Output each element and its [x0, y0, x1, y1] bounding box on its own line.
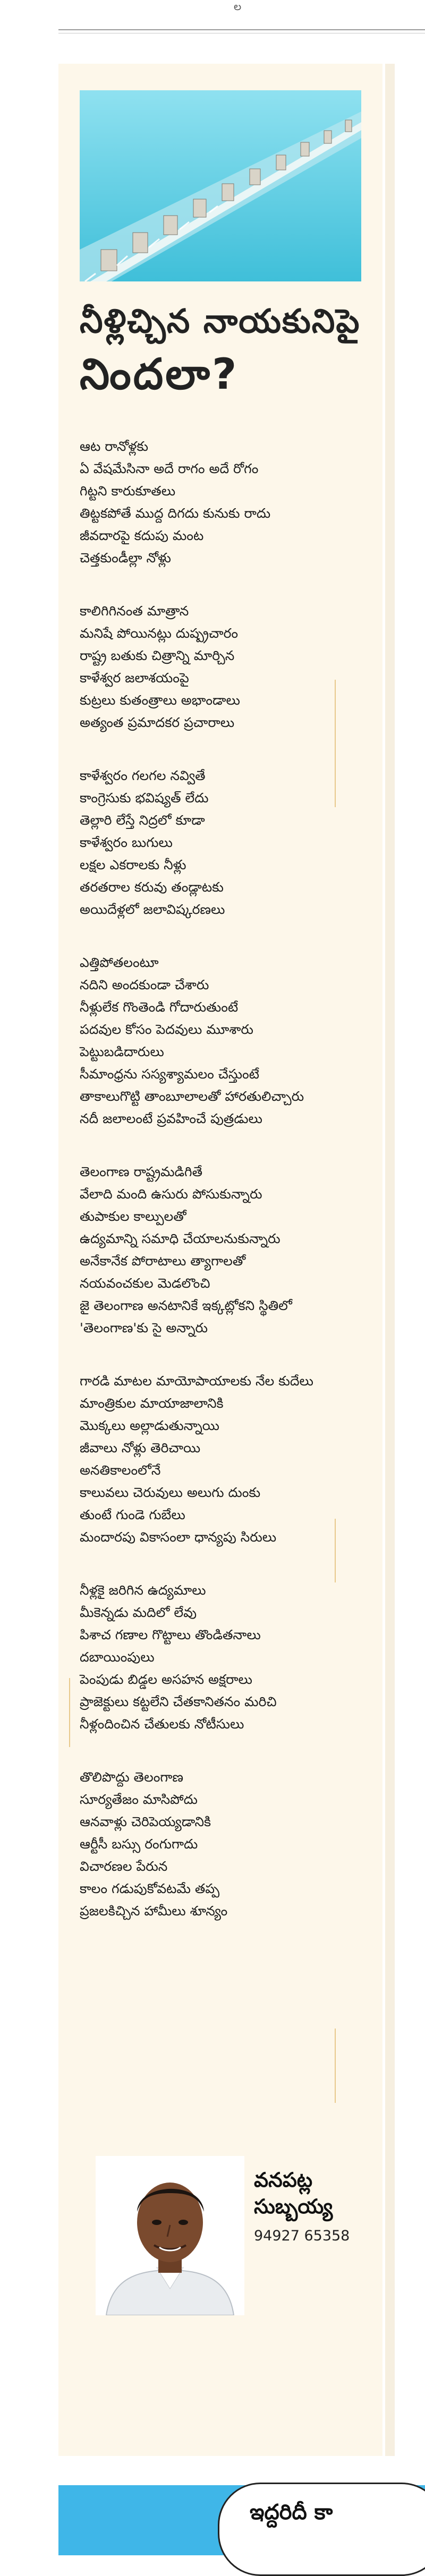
poem-line: కాలిగిగినంత మాత్రాన — [80, 603, 189, 619]
poem-line: ఆట రానోళ్లకు — [80, 439, 149, 454]
stanza-1 — [80, 435, 377, 569]
poem-line: ఏ వేషమేసినా అదే రాగం అదే రోగం — [80, 461, 259, 476]
poem-line: నీళ్లులేక గొంతెండి గోదారుతుంటే — [80, 999, 239, 1015]
decorative-rule — [335, 1519, 336, 1582]
poem-line: కాలం గడుపుకోవటమే తప్ప — [80, 1881, 220, 1896]
poem-line: కాంగ్రెసుకు భవిష్యత్ లేదు — [80, 790, 209, 806]
poem-line: లక్షల ఎకరాలకు నీళ్లు — [80, 857, 186, 872]
previous-article-fragment: ల — [234, 0, 242, 13]
stanza-8 — [80, 1766, 377, 1922]
decorative-rule — [335, 680, 336, 807]
dam-illustration — [80, 90, 361, 281]
poem-line: ఎత్తిపోతలంటూ — [80, 955, 159, 970]
poem-line: తుంటే గుండె గుబేలు — [80, 1507, 185, 1522]
article-panel — [58, 64, 382, 2456]
poem-line: అనతికాలంలోనే — [80, 1462, 161, 1478]
poem-line: కాళేశ్వరం బుగులు — [80, 835, 173, 850]
poem-line: సూర్యతేజం మాసిపోదు — [80, 1792, 198, 1807]
poem-line: దబాయింపులు — [80, 1649, 155, 1665]
author-phone: 94927 65358 — [254, 2228, 350, 2244]
decorative-rule — [335, 2029, 336, 2103]
poem-line: అనేకానేక పోరాటాలు త్యాగాలతో — [80, 1253, 246, 1269]
top-rule — [58, 29, 425, 30]
author-photo — [96, 2156, 244, 2315]
poem-line: అత్యంత ప్రమాదకర ప్రచారాలు — [80, 715, 235, 730]
poem-line: తిట్టకపోతే ముద్ద దిగదు కునుకు రాదు — [80, 506, 271, 521]
poem-line: తాకాలుగొట్టి తాంబూలాలతో హారతులిచ్చారు — [80, 1089, 304, 1104]
headline-line-2: నిందలా? — [80, 349, 239, 399]
poem-line: పెంపుడు బిడ్డల అసహన అక్షరాలు — [80, 1672, 252, 1687]
poem-line: ఆనవాళ్లు చెరిపెయ్యడానికి — [80, 1814, 211, 1829]
poem-line: చెత్తకుండీల్లా నోళ్లు — [80, 550, 171, 566]
author-name-line-2: సుబ్బయ్య — [254, 2195, 333, 2218]
author-portrait — [96, 2156, 244, 2315]
poem-line: కాళేశ్వరం గలగల నవ్వితే — [80, 768, 206, 783]
poem-line: వేలాది మంది ఉసురు పోసుకున్నారు — [80, 1186, 262, 1202]
poem-line: తెల్లారి లేస్తే నిద్రలో కూడా — [80, 812, 205, 828]
stanza-4 — [80, 952, 377, 1130]
poem-line: పదవుల కోసం పెదవులు మూశారు — [80, 1022, 253, 1037]
poem-line: నయవంచకుల మెడలొంచి — [80, 1276, 210, 1291]
dam-photo — [80, 90, 361, 281]
poem-line: తెలంగాణ రాష్ట్రమడిగితే — [80, 1164, 203, 1179]
poem-line: నదిని అందకుండా చేశారు — [80, 977, 209, 992]
author-name — [254, 2167, 333, 2220]
poem-line: 'తెలంగాణ'కు సై అన్నారు — [80, 1320, 208, 1336]
poem-line: నీళ్లందించిన చేతులకు నోటీసులు — [80, 1716, 244, 1732]
poem-line: జై తెలంగాణ అనటానికే ఇక్కట్లోకని స్థితిలో — [80, 1298, 292, 1313]
poem-line: నీళ్లకై జరిగిన ఉద్యమాలు — [80, 1582, 206, 1598]
headline — [80, 297, 377, 404]
poem-line: నదీ జలాలంటే ప్రవహించే పుత్రడులు — [80, 1111, 262, 1126]
poem-line: గారడి మాటల మాయోపాయాలకు నేల కుదేలు — [80, 1373, 313, 1389]
stanza-5 — [80, 1161, 377, 1339]
poem-line: మొక్కలు అల్లాడుతున్నాయి — [80, 1418, 219, 1433]
poem-line: ఉద్యమాన్ని సమాధి చేయాలనుకున్నారు — [80, 1231, 280, 1246]
poem-line: ఆర్టీసీ బస్సు రంగుగాదు — [80, 1836, 198, 1852]
poem-line: మాంత్రికుల మాయాజాలానికి — [80, 1396, 224, 1411]
poem-line: గిట్టని కారుకూతలు — [80, 483, 176, 499]
stanza-7 — [80, 1579, 377, 1735]
decorative-rule — [69, 1678, 70, 1747]
poem-line: కుట్రలు కుతంత్రాలు అభాండాలు — [80, 692, 240, 708]
poem-line: మనిషే పోయినట్లు దుష్ప్రచారం — [80, 626, 239, 641]
poem-line: ప్రాజెక్టులు కట్టలేని చేతకానితనం మరిచి — [80, 1694, 277, 1709]
poem-line: పెట్టుబడిదారులు — [80, 1044, 164, 1059]
poem-line: తొలిపొద్దు తెలంగాణ — [80, 1769, 184, 1785]
author-name-line-1: వనపట్ల — [254, 2168, 313, 2192]
poem-line: తరతరాల కరువు తండ్లాటకు — [80, 879, 224, 895]
poem-line: జీవాలు నోళ్లు తెరిచాయి — [80, 1440, 201, 1456]
poem-line: సీమాంధ్రను సస్యశ్యామలం చేస్తుంటే — [80, 1066, 259, 1082]
poem-line: జీవదారపై కదుపు మంట — [80, 528, 204, 543]
poem-line: విచారణల పేరున — [80, 1859, 168, 1874]
stanza-6 — [80, 1370, 377, 1548]
speech-bubble-text: ఇద్దరిదీ కా — [250, 2500, 333, 2524]
poem-line: అయిదేళ్లలో జలావిష్కరణలు — [80, 902, 225, 917]
poem-line: మీకెన్నడు మదిలో లేవు — [80, 1605, 197, 1620]
poem-line: రాష్ట్ర బతుకు చిత్రాన్ని మార్చిన — [80, 648, 235, 663]
poem-line: తుపాకుల కాల్పులతో — [80, 1209, 186, 1224]
poem-line: కాలువలు చెరువులు అలుగు దుంకు — [80, 1485, 261, 1500]
headline-line-1: నీళ్లిచ్చిన నాయకునిపై — [80, 302, 361, 340]
side-margin — [385, 64, 395, 2456]
poem-line: మందారపు వికాసంలా ధాన్యపు సిరులు — [80, 1529, 277, 1545]
poem-line: ప్రజలకిచ్చిన హామీలు శూన్యం — [80, 1903, 228, 1919]
poem — [80, 435, 377, 1953]
stanza-3 — [80, 765, 377, 921]
poem-line: పిశాచ గణాల గొట్టాలు తొండితనాలు — [80, 1627, 261, 1642]
stanza-2 — [80, 600, 377, 734]
poem-line: కాళేశ్వర జలాశయంపై — [80, 670, 189, 686]
